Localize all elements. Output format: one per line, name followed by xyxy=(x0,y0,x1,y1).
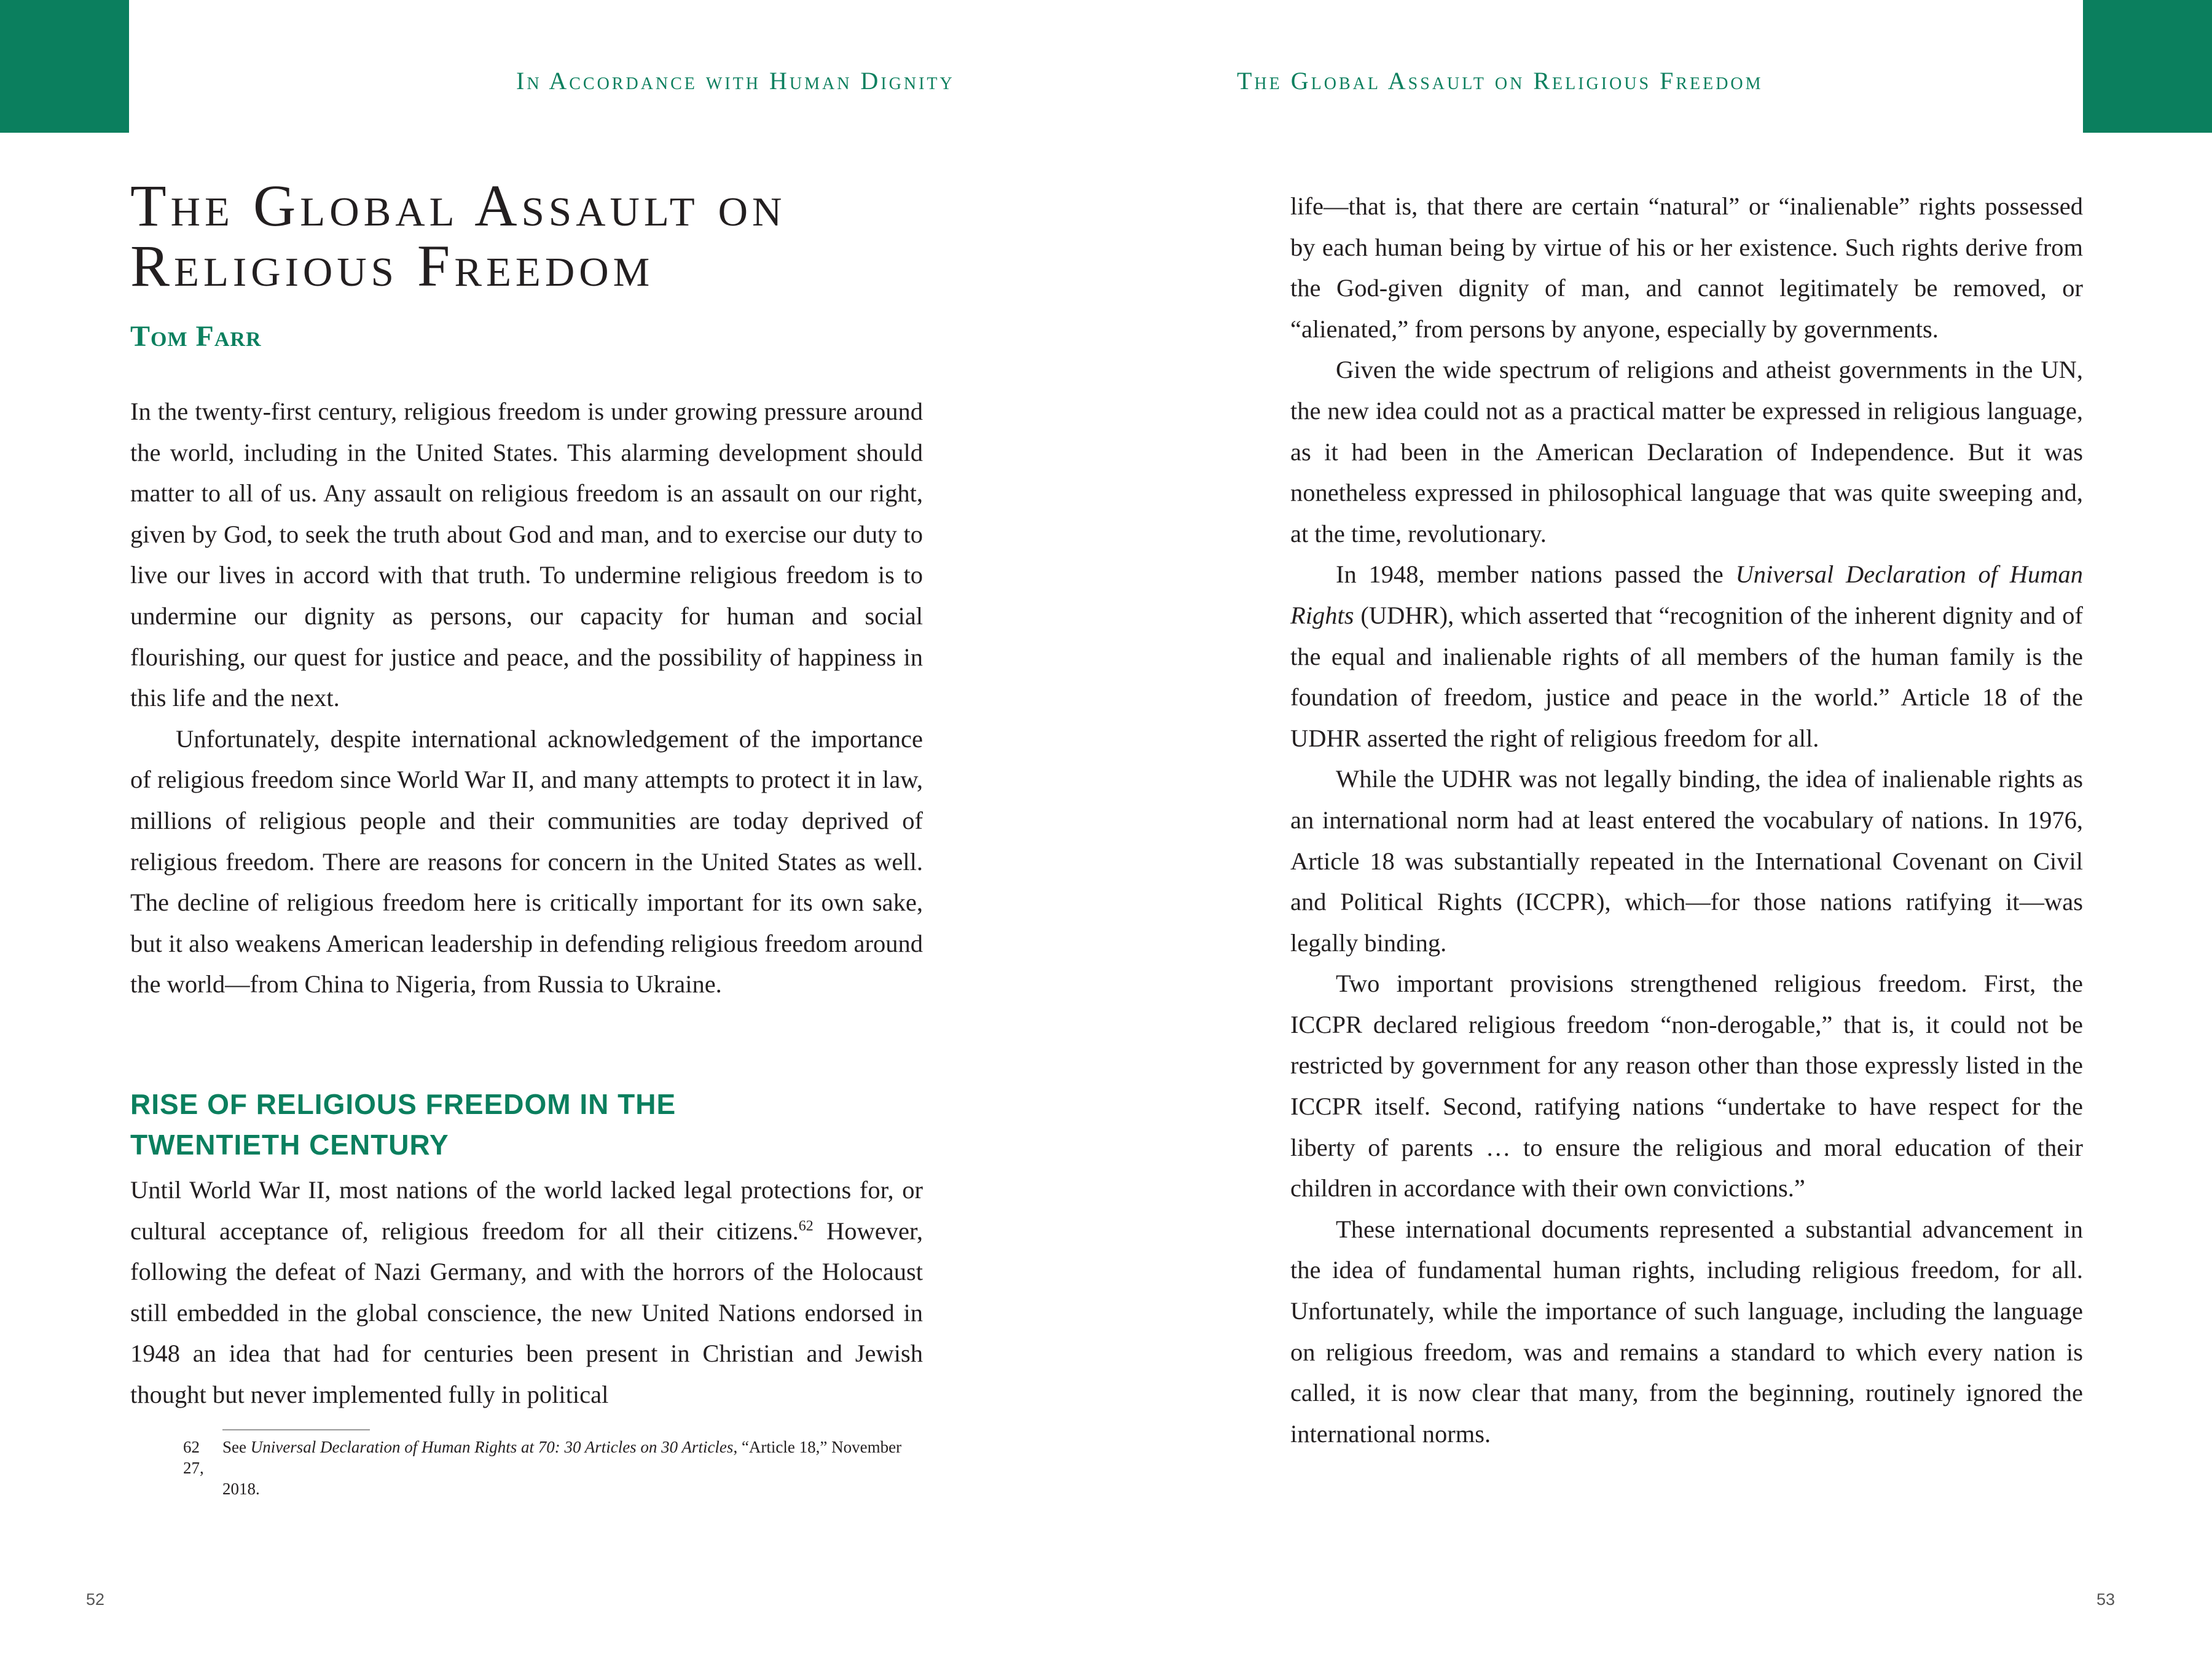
paragraph xyxy=(130,1170,923,1416)
footnote-rule xyxy=(222,1429,370,1430)
paragraph: In the twenty-first century, religious freedom is under growing pressure around the world, including in the United States. This alarming development should matter to all of us. Any assault on religious freedom is an assault on our right, given by God, to seek the truth about God and man, and to exercise our duty to live our lives in accord with that truth. To undermine religious freedom is to undermine our dignity as persons, our capacity for human and social flourishing, our quest for justice and peace, and the possibility of happiness in this life and the next. xyxy=(130,398,923,712)
footnote-title: Universal Declaration of Human Rights at 70: 30 Articles on 30 Articles xyxy=(250,1438,734,1456)
paragraph: While the UDHR was not legally binding, the idea of inalienable rights as an international norm had at least entered the vocabulary of nations. In 1976, Article 18 was substantially repeated in the International Covenant on Civil and Political Rights (ICCPR), which—for those nations ratifying it—was legally binding. xyxy=(1290,765,2083,957)
document-title: Universal Declaration of Human Rights xyxy=(1290,560,2083,629)
paragraph xyxy=(1290,554,2083,759)
section-heading-line-1: RISE OF RELIGIOUS FREEDOM IN THE xyxy=(130,1088,677,1120)
paragraph-text: However, following the defeat of Nazi Germany, and with the horrors of the Holocaust still embedded in the global conscience, the new United Nations endorsed in 1948 an idea that had for centuries been present in Christian and Jewish thought but never implemented fully in political xyxy=(130,1217,923,1408)
footnote-suffix: , “Article 18,” November 27, xyxy=(183,1438,902,1477)
footnote-number: 62 xyxy=(183,1438,200,1456)
paragraph: Two important provisions strengthened religious freedom. First, the ICCPR declared religious freedom “non-derogable,” that is, it could not be restricted by government for any reason other than those expressly listed in the ICCPR itself. Second, ratifying nations “undertake to have respect for the liberty of parents … to ensure the religious and moral education of their children in accordance with their own convictions.” xyxy=(1290,970,2083,1202)
left-corner-tab xyxy=(0,0,129,133)
paragraph-text: (UDHR), which asserted that “recognition of the inherent dignity and of the equal and inalienable rights of all members of the human family is the foundation of freedom, justice and peace in the world.” Article 18 of the UDHR asserted the right of religious freedom for all. xyxy=(1290,601,2083,752)
running-head-right: The Global Assault on Religious Freedom xyxy=(1237,67,1763,95)
footnote-text xyxy=(183,1438,901,1477)
page-number-right: 53 xyxy=(2096,1590,2116,1609)
author-name: Tom Farr xyxy=(130,320,262,353)
chapter-title xyxy=(130,173,923,299)
paragraph-text: In 1948, member nations passed the xyxy=(1336,560,1736,589)
left-section-text xyxy=(130,1170,923,1416)
left-intro-text xyxy=(130,391,923,1005)
right-body-text xyxy=(1290,186,2083,1454)
paragraph: Unfortunately, despite international acknowledgement of the importance of religious freedom since World War II, and many attempts to protect it in law, millions of religious people and their communities are today deprived of religious freedom. There are reasons for concern in the United States as well. The decline of religious freedom here is critically important for its own sake, but it also weakens American leadership in defending religious freedom around the world—from China to Nigeria, from Russia to Ukraine. xyxy=(130,724,923,998)
chapter-title-line-1: The Global Assault on xyxy=(130,173,786,238)
paragraph-text: Until World War II, most nations of the world lacked legal protections for, or cultural acceptance of, religious freedom for all their citizens. xyxy=(130,1176,923,1245)
right-corner-tab xyxy=(2083,0,2212,133)
page-number-left: 52 xyxy=(86,1590,105,1609)
footnote-reference[interactable]: 62 xyxy=(798,1218,814,1234)
paragraph: These international documents represented a substantial advancement in the idea of fundamental human rights, including religious freedom, for all. Unfortunately, while the importance of such language, including the language on religious freedom, was and remains a standard to which every nation is called, it is now clear that many, from the beginning, routinely ignored the international norms. xyxy=(1290,1215,2083,1448)
paragraph: Given the wide spectrum of religions and atheist governments in the UN, the new idea could not as a practical matter be expressed in religious language, as it had been in the American Declaration of Independence. But it was nonetheless expressed in philosophical language that was quite sweeping and, at the time, revolutionary. xyxy=(1290,356,2083,547)
footnote xyxy=(183,1437,920,1499)
running-head-left: In Accordance with Human Dignity xyxy=(516,67,955,95)
chapter-title-line-2: Religious Freedom xyxy=(130,233,654,299)
paragraph: life—that is, that there are certain “natural” or “inalienable” rights possessed by each human being by virtue of his or her existence. Such rights derive from the God-given dignity of man, and cannot legitimately be removed, or “alienated,” from persons by anyone, especially by governments. xyxy=(1290,192,2083,343)
section-heading-line-2: TWENTIETH CENTURY xyxy=(130,1129,449,1161)
footnote-prefix: See xyxy=(222,1438,251,1456)
footnote-line-2: 2018. xyxy=(222,1480,260,1498)
section-heading xyxy=(130,1084,676,1165)
